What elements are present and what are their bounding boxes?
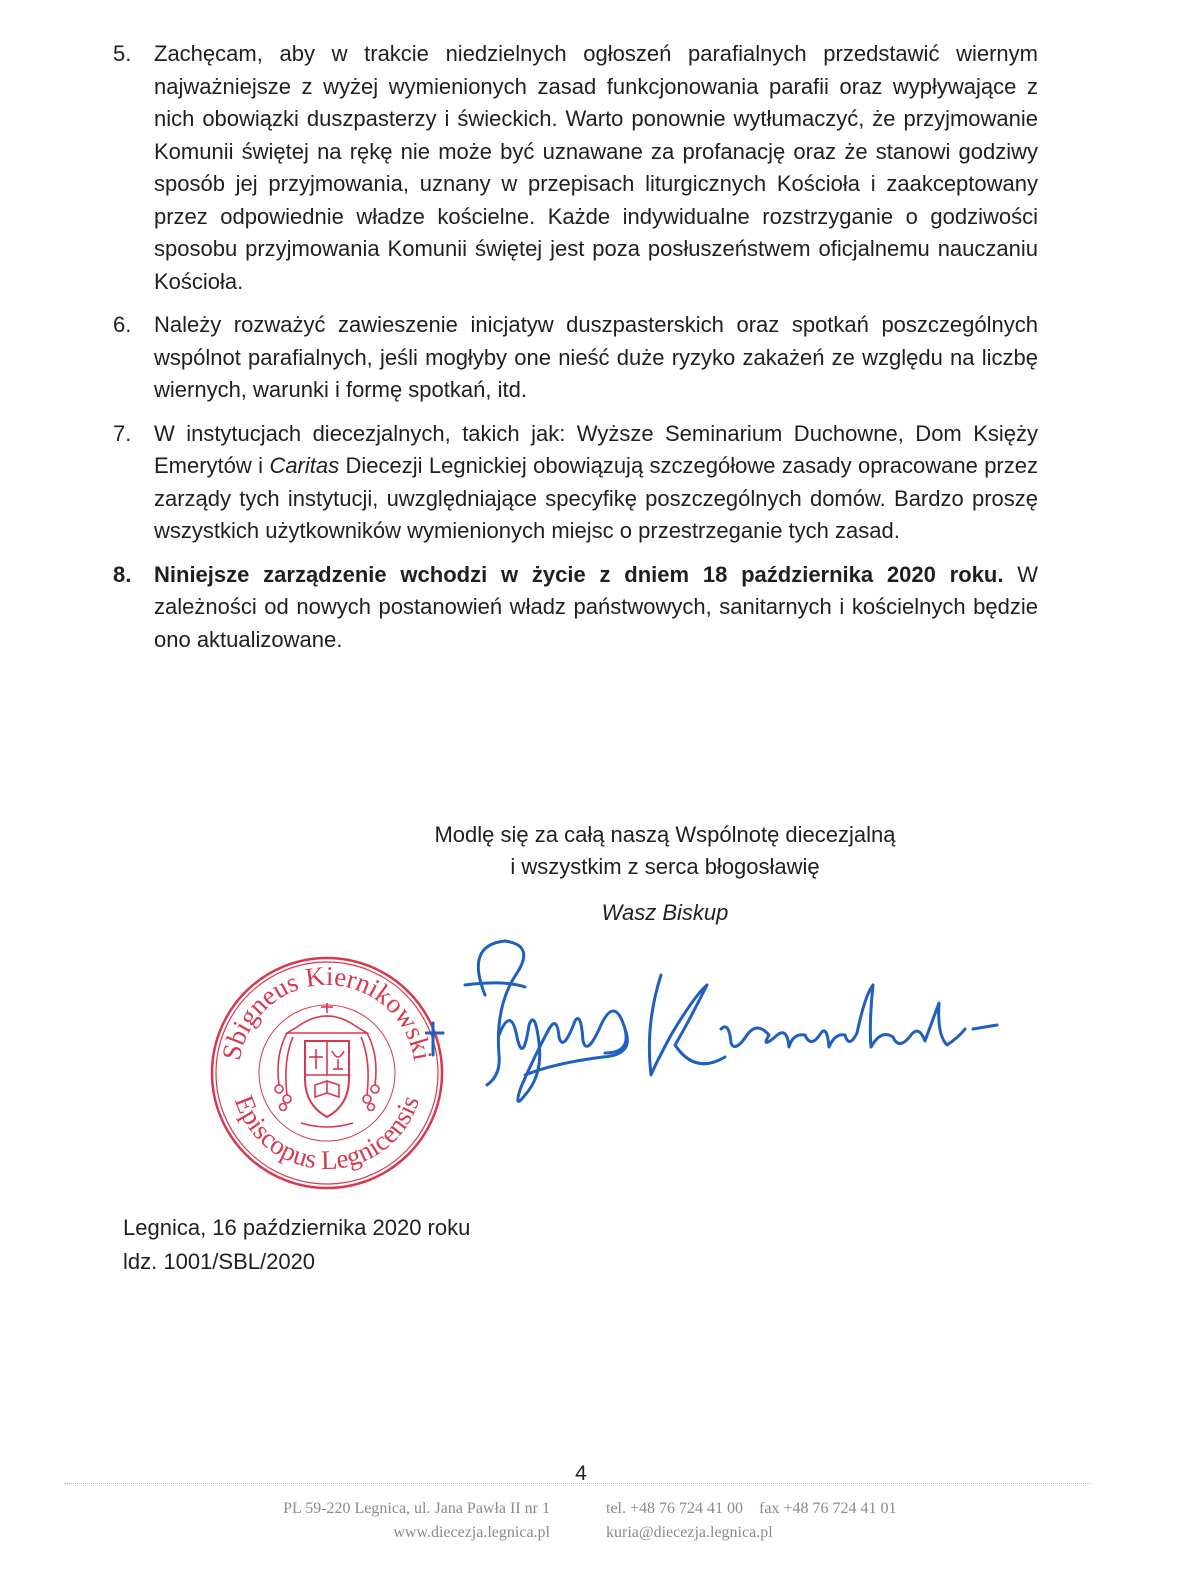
footer-divider	[64, 1483, 1090, 1484]
item-number: 7.	[113, 420, 132, 446]
item-number: 6.	[113, 312, 132, 337]
item-lead-bold: Niniejsze zarządzenie wchodzi w życie z dniem 18 października 2020 roku.	[154, 561, 1004, 587]
list-item-7	[113, 418, 1038, 548]
footer-contact-right	[606, 1497, 1086, 1545]
closing-signoff: Wasz Biskup	[601, 900, 729, 925]
item-text-italic: Caritas	[269, 453, 340, 478]
numbered-list	[113, 38, 1038, 667]
bishop-signature	[425, 925, 1005, 1125]
item-number: 5.	[113, 41, 132, 66]
closing-line-2: i wszystkim z serca błogosławię	[510, 854, 820, 879]
list-item-6	[113, 309, 1038, 407]
page-number: 4	[575, 1462, 587, 1485]
item-text	[154, 559, 1038, 657]
footer-phone-fax: tel. +48 76 724 41 00 fax +48 76 724 41 01	[606, 1500, 897, 1517]
seal-bottom-text: Episcopus Legnicensis	[228, 1091, 425, 1176]
closing-line-1: Modlę się za całą naszą Wspólnotę diecezjalną	[434, 822, 896, 847]
item-text: Zachęcam, aby w trakcie niedzielnych ogłoszeń parafialnych przedstawić wiernym najważniejsze z wyżej wymienionych zasad funkcjonowania parafii oraz wypływające z nich obowiązki duszpasterzy i świeckich. Warto ponownie wytłumaczyć, że przyjmowanie Komunii świętej na rękę nie może być uznawane za profanację oraz że stanowi godziwy sposób jej przyjmowania, uznany w przepisach liturgicznych Kościoła i zaakceptowany przez odpowiednie władze kościelne. Każde indywidualne rozstrzyganie o godziwości sposobu przyjmowania Komunii świętej jest poza posłuszeństwem oficjalnemu nauczaniu Kościoła.	[154, 41, 1038, 294]
footer-website[interactable]: www.diecezja.legnica.pl	[393, 1524, 550, 1541]
place-and-date: Legnica, 16 października 2020 roku	[123, 1215, 471, 1240]
item-number: 8.	[113, 561, 132, 587]
item-text-part: Diecezji Legnickiej obowiązują szczegółowe zasady opracowane przez zarządy tych instytucji, uwzględniające specyfikę poszczególnych domów. Bardzo proszę wszystkich użytkowników wymienionych miejsc o przestrzeganie tych zasad.	[154, 453, 1038, 543]
item-text: Należy rozważyć zawieszenie inicjatyw duszpasterskich oraz spotkań poszczególnych wspólnot parafialnych, jeśli mogłyby one nieść duże ryzyko zakażeń ze względu na liczbę wiernych, warunki i formę spotkań, itd.	[154, 312, 1038, 402]
list-item-8	[113, 559, 1038, 657]
item-text-part: W zależności od nowych postanowień władz państwowych, sanitarnych i kościelnych będzie ono aktualizowane.	[154, 561, 1038, 652]
footer-contact-left	[150, 1497, 550, 1545]
coat-of-arms-icon	[275, 1003, 379, 1127]
item-text-part: W instytucjach diecezjalnych, takich jak: Wyższe Seminarium Duchowne, Dom Księży Emerytów i	[154, 420, 1038, 478]
footer-address: PL 59-220 Legnica, ul. Jana Pawła II nr 1	[283, 1500, 550, 1517]
seal-top-text: Sbigneus Kiernikowski	[216, 960, 438, 1063]
reference-number: ldz. 1001/SBL/2020	[123, 1249, 316, 1274]
episcopal-seal-stamp	[209, 955, 445, 1191]
list-item-5	[113, 38, 1038, 298]
item-text	[154, 418, 1038, 548]
footer-email[interactable]: kuria@diecezja.legnica.pl	[606, 1524, 773, 1541]
